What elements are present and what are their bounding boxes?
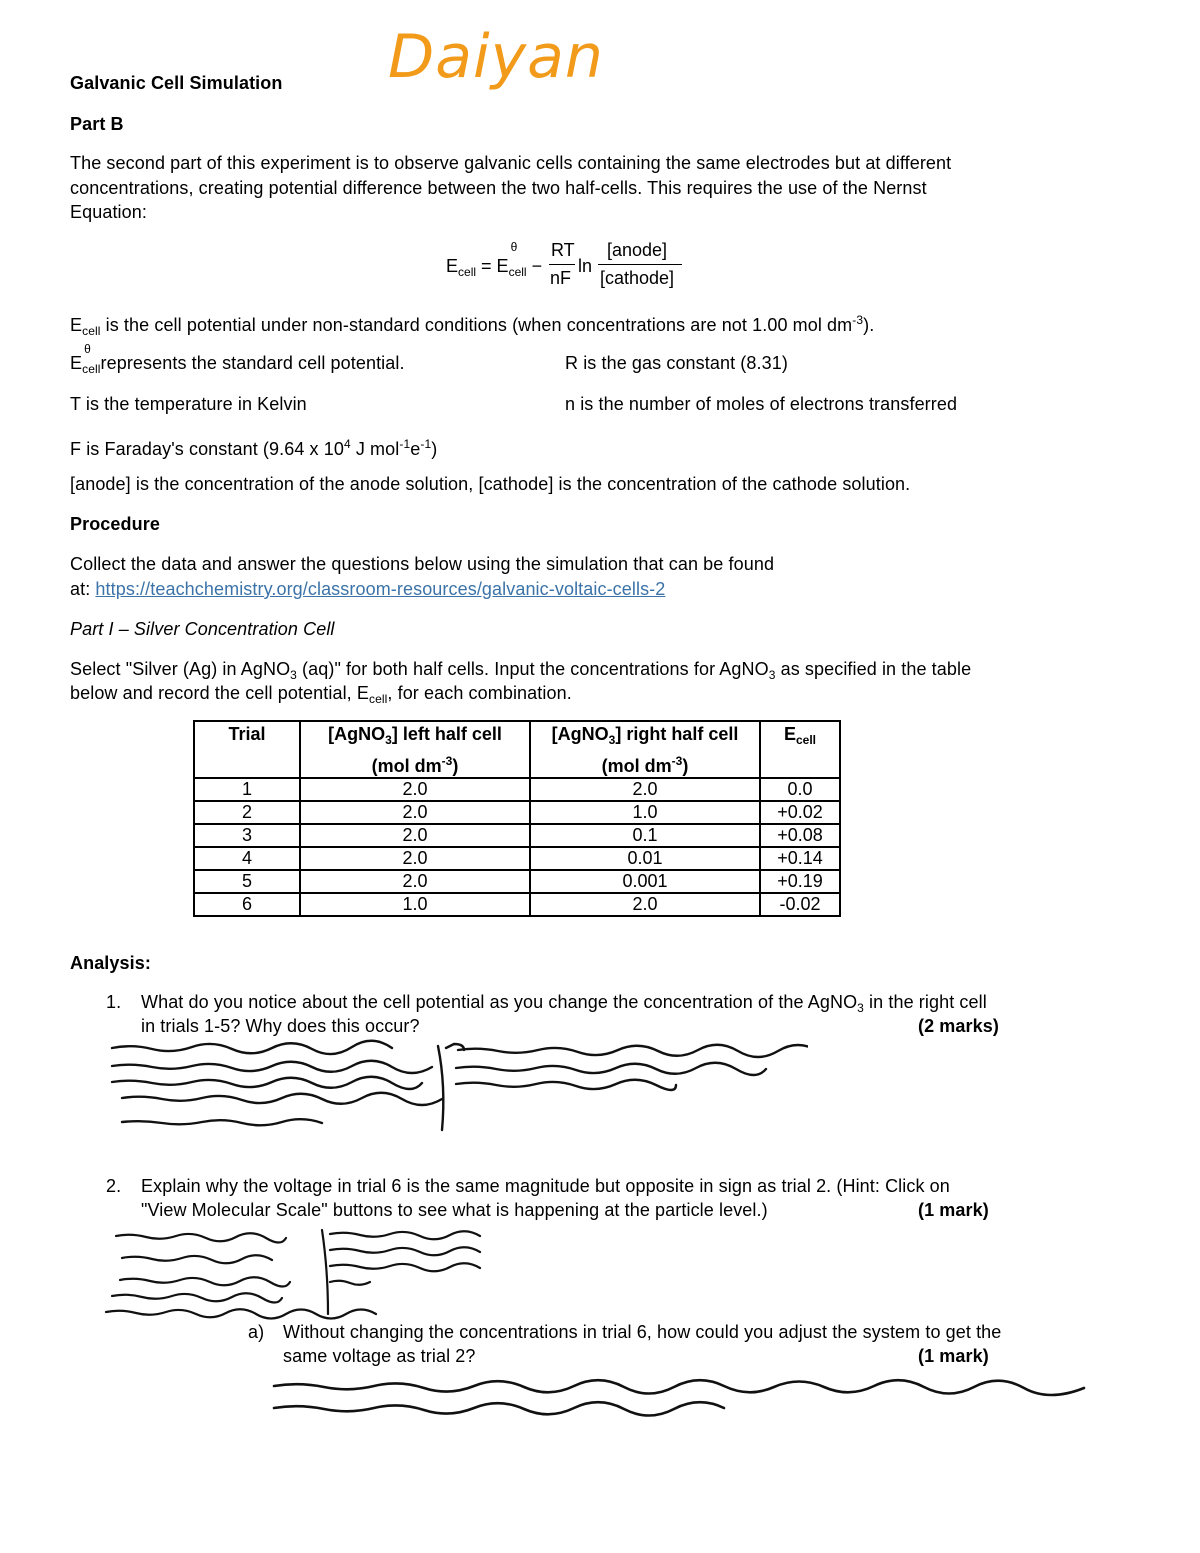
sel-text-3: as specified in the table <box>775 659 972 679</box>
q1-handwritten-answer <box>108 1038 808 1138</box>
scribble-line <box>112 1293 282 1302</box>
header-left-unit-end: ) <box>452 756 459 776</box>
cell-ecell: +0.14 <box>760 847 840 870</box>
q2a-label: a) <box>248 1322 265 1342</box>
header-left-half-cell <box>300 721 530 778</box>
q2a-marks: (1 mark) <box>918 1346 989 1366</box>
procedure-line-1: Collect the data and answer the questions below using the simulation that can be found <box>70 554 775 574</box>
q1-sub: 3 <box>857 1001 864 1015</box>
procedure-line-2 <box>70 577 665 601</box>
cell-ecell: +0.19 <box>760 870 840 893</box>
scribble-line <box>456 1080 676 1090</box>
table-header-row <box>194 721 840 778</box>
q2-line-2: "View Molecular Scale" buttons to see what is happening at the particle level.) <box>141 1200 768 1220</box>
scribble-line <box>122 1119 322 1125</box>
cell-right: 1.0 <box>530 801 760 824</box>
def-f-sup-1: 4 <box>343 437 351 451</box>
header-ecell-sub: cell <box>796 733 817 747</box>
header-left-unit: (mol dm <box>371 756 442 776</box>
q1-text-b: in the right cell <box>863 992 987 1012</box>
intro-line-2: concentrations, creating potential difference between the two half-cells. This requires the use of the Nernst <box>70 178 927 198</box>
procedure-heading: Procedure <box>70 514 160 534</box>
header-right-sub: 3 <box>608 733 616 747</box>
def-ecell-sub: cell <box>82 324 101 338</box>
table-row <box>194 824 840 847</box>
def-estd <box>70 342 405 381</box>
cell-ecell: +0.02 <box>760 801 840 824</box>
q2-number: 2. <box>106 1176 122 1196</box>
scribble-line <box>330 1263 480 1271</box>
header-right-unit-end: ) <box>682 756 689 776</box>
sel-sub-4: cell <box>368 692 388 706</box>
scribble-line <box>122 1093 442 1105</box>
scribble-line <box>112 1041 392 1054</box>
header-left-b: ] left half cell <box>391 724 502 744</box>
cell-right: 0.001 <box>530 870 760 893</box>
scribble-line <box>456 1063 766 1075</box>
sel-text-5: , for each combination. <box>387 683 572 703</box>
sel-sub-2: 3 <box>768 668 776 682</box>
eq-fraction-bar-2 <box>598 264 682 265</box>
cell-trial: 6 <box>194 893 300 916</box>
table-row <box>194 778 840 801</box>
procedure-at: at: <box>70 579 96 599</box>
scribble-line <box>106 1309 376 1318</box>
intro-line-1: The second part of this experiment is to observe galvanic cells containing the same electrodes but at different <box>70 153 952 173</box>
scribble-line <box>330 1247 480 1255</box>
def-f-text: F is Faraday's constant (9.64 x 10 <box>70 439 344 459</box>
table-row <box>194 870 840 893</box>
def-t: T is the temperature in Kelvin <box>70 394 307 414</box>
sel-text-4: below and record the cell potential, E <box>70 683 369 703</box>
eq-lhs-sub: cell <box>458 265 477 279</box>
def-estd-text: represents the standard cell potential. <box>100 353 405 373</box>
scribble-line <box>330 1231 480 1239</box>
def-ecell-text: is the cell potential under non-standard conditions (when concentrations are not 1.00 mol dm <box>105 315 853 335</box>
def-ecell <box>70 308 874 343</box>
header-left-unit-sup: -3 <box>441 754 453 768</box>
q2a-handwritten-answer <box>268 1372 1098 1422</box>
cell-trial: 1 <box>194 778 300 801</box>
eq-ln: ln <box>578 256 593 276</box>
scribble-line <box>274 1380 1084 1395</box>
sel-text-2: (aq)" for both half cells. Input the concentrations for AgNO <box>296 659 769 679</box>
cell-left: 2.0 <box>300 847 530 870</box>
scribble-line <box>458 1045 808 1057</box>
def-f-sup-2: -1 <box>399 437 411 451</box>
cell-left: 1.0 <box>300 893 530 916</box>
cell-ecell: -0.02 <box>760 893 840 916</box>
def-ecell-sup: -3 <box>852 313 864 327</box>
cell-right: 0.01 <box>530 847 760 870</box>
header-left-a: [AgNO <box>328 724 386 744</box>
def-f <box>70 432 437 461</box>
eq-rhs-sub: cell <box>508 265 527 279</box>
table-row <box>194 893 840 916</box>
header-right-b: ] right half cell <box>615 724 739 744</box>
sel-sub-1: 3 <box>290 668 297 682</box>
scribble-line <box>112 1077 422 1089</box>
scribble-line <box>112 1061 432 1073</box>
header-right-unit-sup: -3 <box>671 754 683 768</box>
def-ecell-symbol: E <box>70 315 83 335</box>
q1-number: 1. <box>106 992 122 1012</box>
table-row <box>194 801 840 824</box>
eq-lhs: E <box>446 256 459 276</box>
cell-ecell: +0.08 <box>760 824 840 847</box>
def-estd-symbol: E <box>70 353 83 373</box>
def-ecell-end: ). <box>863 315 875 335</box>
q1-text-a: What do you notice about the cell potential as you change the concentration of the AgNO <box>141 992 858 1012</box>
eq-theta: θ <box>510 240 518 254</box>
select-instruction-line-2 <box>70 681 572 711</box>
q2-marks: (1 mark) <box>918 1200 989 1220</box>
def-n: n is the number of moles of electrons transferred <box>565 394 958 414</box>
scribble-line <box>330 1281 370 1285</box>
q2-handwritten-answer <box>104 1224 484 1324</box>
intro-line-3: Equation: <box>70 202 147 222</box>
q2a-line-1: Without changing the concentrations in trial 6, how could you adjust the system to get the <box>283 1322 1002 1342</box>
cell-trial: 4 <box>194 847 300 870</box>
eq-numerator-anode: [anode] <box>607 240 668 260</box>
q1-line-2: in trials 1-5? Why does this occur? <box>141 1016 420 1036</box>
analysis-heading: Analysis: <box>70 953 151 973</box>
eq-minus: − <box>531 256 543 276</box>
eq-denominator-cathode: [cathode] <box>600 268 675 288</box>
cell-left: 2.0 <box>300 870 530 893</box>
q1-marks: (2 marks) <box>918 1016 999 1036</box>
q2-line-1: Explain why the voltage in trial 6 is the same magnitude but opposite in sign as trial 2. (Hint: Click on <box>141 1176 950 1196</box>
eq-fraction-bar-1 <box>549 264 575 265</box>
cell-right: 2.0 <box>530 778 760 801</box>
cell-ecell: 0.0 <box>760 778 840 801</box>
simulation-link[interactable]: https://teachchemistry.org/classroom-resources/galvanic-voltaic-cells-2 <box>95 579 666 599</box>
part-i-title: Part I – Silver Concentration Cell <box>70 619 335 639</box>
cell-trial: 5 <box>194 870 300 893</box>
nernst-equation <box>446 240 543 279</box>
scribble-line <box>274 1402 724 1415</box>
cell-right: 0.1 <box>530 824 760 847</box>
header-right-unit: (mol dm <box>601 756 672 776</box>
def-f-sup-3: -1 <box>420 437 432 451</box>
cell-left: 2.0 <box>300 801 530 824</box>
scribble-bracket <box>322 1230 328 1314</box>
part-heading: Part B <box>70 114 124 134</box>
scribble-bracket <box>438 1046 443 1130</box>
header-left-sub: 3 <box>385 733 392 747</box>
def-f-end: ) <box>431 439 438 459</box>
header-right-a: [AgNO <box>551 724 609 744</box>
def-r: R is the gas constant (8.31) <box>565 353 788 373</box>
def-estd-theta: θ <box>84 342 91 356</box>
eq-denominator-nf: nF <box>550 268 572 288</box>
handwritten-signature: Daiyan <box>388 22 604 92</box>
scribble-line <box>120 1277 290 1286</box>
header-ecell-symbol: E <box>783 724 796 744</box>
table-row <box>194 847 840 870</box>
scribble-line <box>122 1255 272 1263</box>
q2a-line-2: same voltage as trial 2? <box>283 1346 476 1366</box>
cell-left: 2.0 <box>300 778 530 801</box>
header-ecell <box>760 721 840 778</box>
header-right-half-cell <box>530 721 760 778</box>
cell-right: 2.0 <box>530 893 760 916</box>
data-table <box>193 720 841 917</box>
sel-text-1: Select "Silver (Ag) in AgNO <box>70 659 291 679</box>
cell-left: 2.0 <box>300 824 530 847</box>
def-anode-cathode: [anode] is the concentration of the anode solution, [cathode] is the concentration of the cathode solution. <box>70 474 911 494</box>
document-title: Galvanic Cell Simulation <box>70 73 283 93</box>
cell-trial: 3 <box>194 824 300 847</box>
eq-equals: = E <box>481 256 509 276</box>
def-estd-sub: cell <box>82 362 101 376</box>
def-f-mid: J mol <box>350 439 400 459</box>
eq-numerator-rt: RT <box>551 240 575 260</box>
def-f-e: e <box>410 439 421 459</box>
cell-trial: 2 <box>194 801 300 824</box>
scribble-line <box>116 1233 286 1242</box>
header-trial: Trial <box>194 721 300 778</box>
